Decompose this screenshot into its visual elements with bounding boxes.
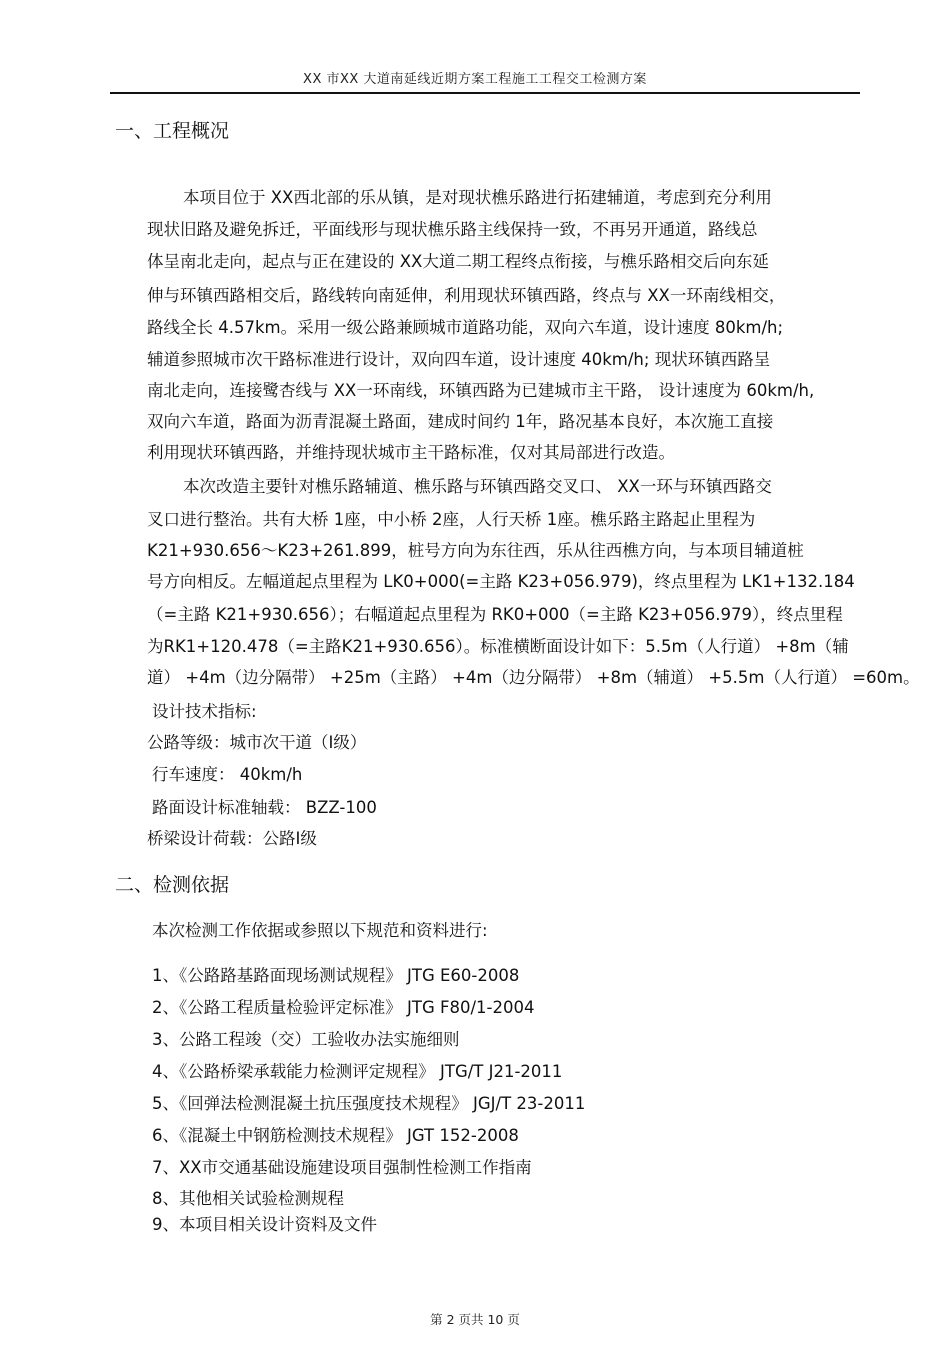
basis-list-item: 8、其他相关试验检测规程 — [152, 1189, 344, 1208]
paragraph-line: 本次改造主要针对樵乐路辅道、樵乐路与环镇西路交叉口、 XX一环与环镇西路交 — [183, 477, 772, 496]
paragraph-line: 双向六车道，路面为沥青混凝土路面，建成时间约 1年，路况基本良好，本次施工直接 — [147, 412, 774, 431]
basis-list-item: 2、《公路工程质量检验评定标准》 JTG F80/1-2004 — [152, 998, 535, 1017]
paragraph-line: 辅道参照城市次干路标准进行设计，双向四车道，设计速度 40km/h; 现状环镇西路呈 — [147, 350, 771, 369]
basis-list-item: 6、《混凝土中钢筋检测技术规程》 JGT 152-2008 — [152, 1126, 519, 1145]
basis-list-item: 3、公路工程竣（交）工验收办法实施细则 — [152, 1030, 460, 1049]
paragraph-line: （=主路 K21+930.656）；右幅道起点里程为 RK0+000（=主路 K23+056.979），终点里程 — [147, 605, 843, 624]
paragraph-line: 号方向相反。左幅道起点里程为 LK0+000(=主路 K23+056.979)，终点里程为 LK1+132.184 — [147, 572, 855, 591]
basis-list-item: 1、《公路路基路面现场测试规程》 JTG E60-2008 — [152, 966, 520, 985]
basis-list-item: 4、《公路桥梁承载能力检测评定规程》 JTG/T J21-2011 — [152, 1062, 563, 1081]
basis-intro: 本次检测工作依据或参照以下规范和资料进行: — [152, 921, 488, 940]
indicator-line: 路面设计标准轴载： BZZ-100 — [152, 798, 377, 817]
paragraph-line: 为RK1+120.478（=主路K21+930.656）。标准横断面设计如下：5.5m（人行道） +8m（辅 — [147, 637, 849, 656]
page-header-title: XX 市XX 大道南延线近期方案工程施工工程交工检测方案 — [303, 72, 647, 87]
paragraph-line: 南北走向，连接鹭杏线与 XX一环南线，环镇西路为已建城市主干路， 设计速度为 60km/h, — [147, 381, 815, 400]
indicator-heading: 设计技术指标: — [152, 702, 257, 721]
paragraph-line: 现状旧路及避免拆迁，平面线形与现状樵乐路主线保持一致，不再另开通道，路线总 — [147, 220, 758, 239]
paragraph-line: 路线全长 4.57km。采用一级公路兼顾城市道路功能，双向六车道，设计速度 80km/h; — [147, 318, 784, 337]
indicator-line: 桥梁设计荷载：公路Ⅰ级 — [147, 829, 317, 848]
paragraph-line: 道） +4m（边分隔带） +25m（主路） +4m（边分隔带） +8m（辅道） +5.5m（人行道） =60m。 — [147, 668, 920, 687]
paragraph-line: K21+930.656～K23+261.899，桩号方向为东往西，乐从往西樵方向，与本项目辅道桩 — [147, 541, 804, 560]
section-title-basis: 二、检测依据 — [115, 874, 230, 896]
paragraph-line: 体呈南北走向，起点与正在建设的 XX大道二期工程终点衔接，与樵乐路相交后向东延 — [147, 252, 769, 271]
section-title-overview: 一、工程概况 — [115, 120, 230, 142]
page-number-footer: 第 2 页共 10 页 — [430, 1312, 520, 1327]
indicator-line: 行车速度： 40km/h — [152, 765, 303, 784]
basis-list-item: 9、本项目相关设计资料及文件 — [152, 1215, 377, 1234]
header-divider — [110, 92, 860, 94]
basis-list-item: 7、XX市交通基础设施建设项目强制性检测工作指南 — [152, 1158, 532, 1177]
paragraph-line: 叉口进行整治。共有大桥 1座，中小桥 2座，人行天桥 1座。樵乐路主路起止里程为 — [147, 510, 756, 529]
indicator-line: 公路等级：城市次干道（Ⅰ级） — [147, 733, 367, 752]
basis-list-item: 5、《回弹法检测混凝土抗压强度技术规程》 JGJ/T 23-2011 — [152, 1094, 586, 1113]
paragraph-line: 本项目位于 XX西北部的乐从镇，是对现状樵乐路进行拓建辅道，考虑到充分利用 — [183, 188, 772, 207]
paragraph-line: 利用现状环镇西路，并维持现状城市主干路标准，仅对其局部进行改造。 — [147, 443, 675, 462]
paragraph-line: 伸与环镇西路相交后，路线转向南延伸，利用现状环镇西路，终点与 XX一环南线相交， — [147, 286, 786, 305]
